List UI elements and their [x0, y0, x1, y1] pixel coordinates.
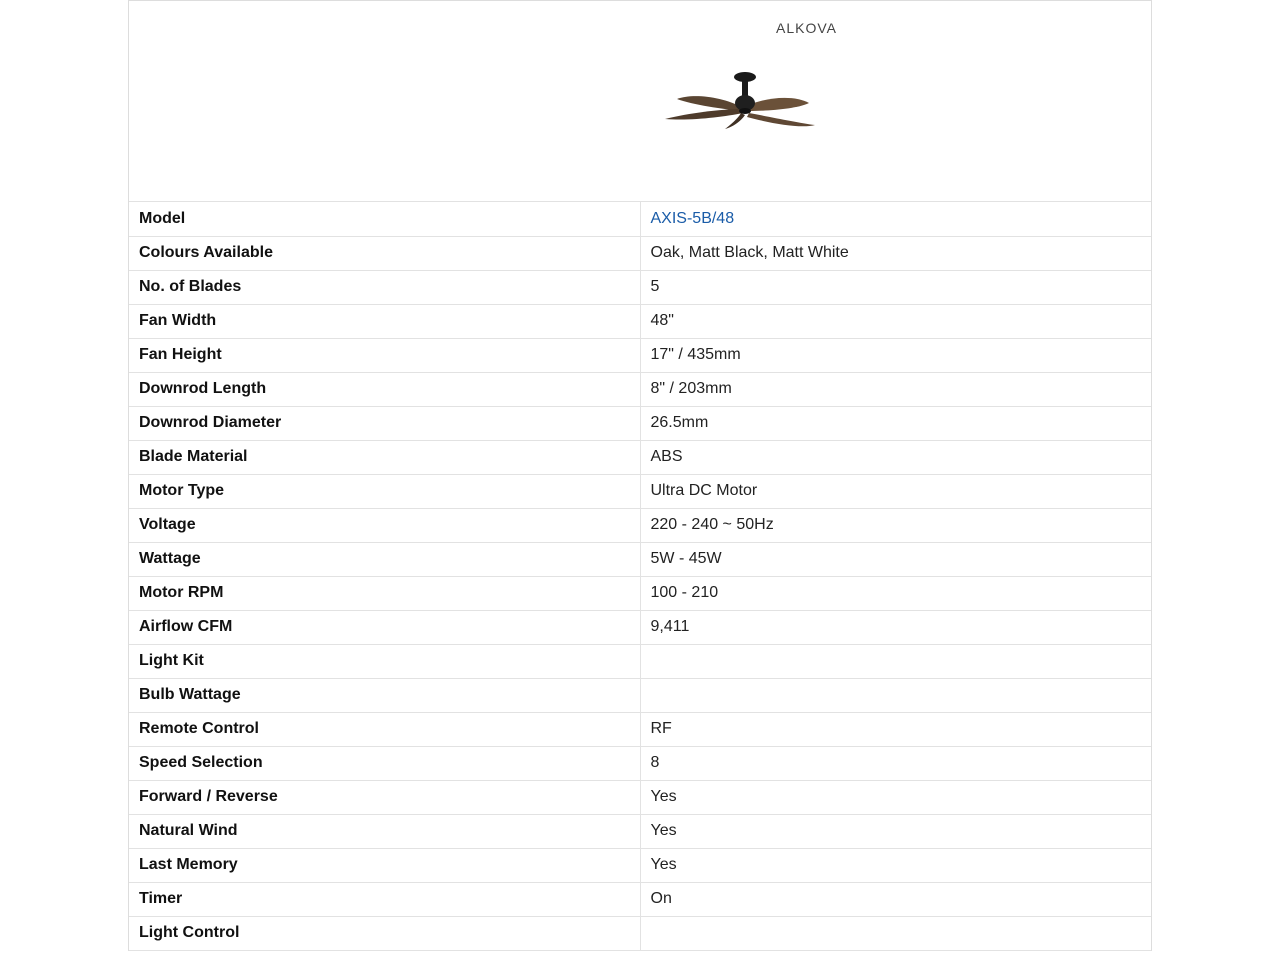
spec-value: Yes	[640, 814, 1151, 848]
model-link[interactable]: AXIS-5B/48	[640, 202, 1151, 236]
product-image-area	[129, 1, 1151, 202]
spec-row	[129, 576, 1151, 610]
spec-label: Light Control	[129, 916, 640, 950]
spec-value: Yes	[640, 780, 1151, 814]
spec-label: Wattage	[129, 542, 640, 576]
spec-value: 5W - 45W	[640, 542, 1151, 576]
spec-row	[129, 882, 1151, 916]
spec-label: Fan Width	[129, 304, 640, 338]
spec-value: Oak, Matt Black, Matt White	[640, 236, 1151, 270]
ceiling-fan-image	[663, 67, 823, 137]
spec-value: 220 - 240 ~ 50Hz	[640, 508, 1151, 542]
spec-row	[129, 202, 1151, 236]
spec-value: On	[640, 882, 1151, 916]
spec-value	[640, 644, 1151, 678]
spec-label: Motor Type	[129, 474, 640, 508]
spec-row	[129, 916, 1151, 950]
spec-row	[129, 508, 1151, 542]
spec-row	[129, 678, 1151, 712]
spec-value: Yes	[640, 848, 1151, 882]
spec-label: Forward / Reverse	[129, 780, 640, 814]
spec-value: Ultra DC Motor	[640, 474, 1151, 508]
spec-value: 26.5mm	[640, 406, 1151, 440]
spec-label: Fan Height	[129, 338, 640, 372]
spec-row	[129, 440, 1151, 474]
specifications-table	[129, 202, 1151, 951]
spec-row	[129, 270, 1151, 304]
spec-label: Last Memory	[129, 848, 640, 882]
brand-logo: ALKOVA	[776, 20, 837, 36]
spec-row	[129, 712, 1151, 746]
spec-row	[129, 474, 1151, 508]
spec-value: 5	[640, 270, 1151, 304]
spec-value: 100 - 210	[640, 576, 1151, 610]
spec-value: 8" / 203mm	[640, 372, 1151, 406]
spec-row	[129, 644, 1151, 678]
spec-row	[129, 542, 1151, 576]
spec-row	[129, 338, 1151, 372]
spec-label: Model	[129, 202, 640, 236]
spec-row	[129, 236, 1151, 270]
spec-label: Light Kit	[129, 644, 640, 678]
spec-row	[129, 780, 1151, 814]
spec-value: 9,411	[640, 610, 1151, 644]
spec-row	[129, 848, 1151, 882]
spec-value	[640, 678, 1151, 712]
spec-label: Remote Control	[129, 712, 640, 746]
spec-label: Blade Material	[129, 440, 640, 474]
spec-label: No. of Blades	[129, 270, 640, 304]
spec-label: Bulb Wattage	[129, 678, 640, 712]
spec-value	[640, 916, 1151, 950]
spec-label: Motor RPM	[129, 576, 640, 610]
spec-label: Timer	[129, 882, 640, 916]
spec-value: ABS	[640, 440, 1151, 474]
spec-value: 8	[640, 746, 1151, 780]
spec-label: Airflow CFM	[129, 610, 640, 644]
spec-row	[129, 406, 1151, 440]
spec-value: 48"	[640, 304, 1151, 338]
spec-row	[129, 372, 1151, 406]
spec-sheet	[128, 0, 1152, 951]
spec-label: Natural Wind	[129, 814, 640, 848]
spec-row	[129, 304, 1151, 338]
spec-label: Colours Available	[129, 236, 640, 270]
spec-value: 17" / 435mm	[640, 338, 1151, 372]
spec-label: Voltage	[129, 508, 640, 542]
spec-label: Speed Selection	[129, 746, 640, 780]
spec-row	[129, 746, 1151, 780]
spec-label: Downrod Length	[129, 372, 640, 406]
spec-label: Downrod Diameter	[129, 406, 640, 440]
spec-value: RF	[640, 712, 1151, 746]
spec-row	[129, 610, 1151, 644]
spec-row	[129, 814, 1151, 848]
